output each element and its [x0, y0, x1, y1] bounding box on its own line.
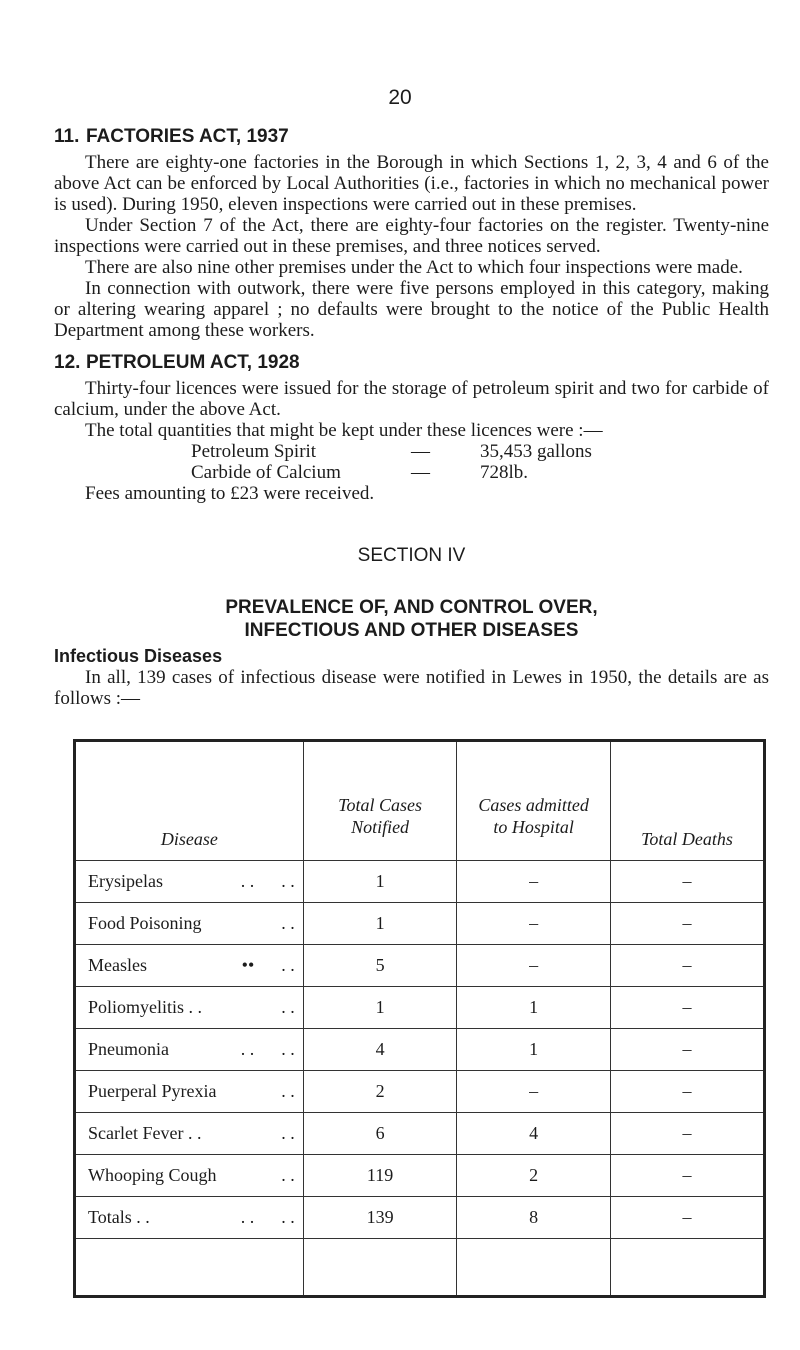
notified-cell: 1 — [303, 861, 457, 903]
quantity-row — [54, 441, 769, 462]
hospital-cell: 8 — [457, 1197, 611, 1239]
leader-dots: . . — [281, 1165, 295, 1185]
section-11-number: 11. — [54, 126, 80, 147]
disease-name: Poliomyelitis . . — [88, 997, 203, 1017]
column-header-deaths: Total Deaths — [611, 741, 765, 861]
section-12-number: 12. — [54, 352, 81, 373]
section-11-heading — [54, 126, 769, 148]
disease-cell — [75, 903, 304, 945]
hospital-cell: – — [457, 903, 611, 945]
infectious-diseases-table — [73, 739, 766, 1298]
disease-name: Whooping Cough — [88, 1165, 217, 1185]
quantity-dash: — — [411, 441, 430, 462]
section-iv-title-line: PREVALENCE OF, AND CONTROL OVER, — [225, 597, 598, 618]
section-11-title: FACTORIES ACT, 1937 — [86, 126, 289, 147]
section-iv-intro: In all, 139 cases of infectious disease were notified in Lewes in 1950, the details are as follows :— — [54, 667, 769, 709]
notified-cell: 6 — [303, 1113, 457, 1155]
hospital-cell: – — [457, 861, 611, 903]
section-iv-title — [54, 596, 769, 642]
table-row — [75, 1071, 765, 1113]
table-row — [75, 1029, 765, 1071]
blank-cell — [303, 1239, 457, 1297]
column-header-notified-text: Total Cases Notified — [338, 795, 422, 837]
leader-dots: . . — [281, 1081, 295, 1101]
deaths-cell: – — [611, 1113, 765, 1155]
disease-name: Food Poisoning — [88, 913, 202, 933]
quantity-row — [54, 462, 769, 483]
blank-cell — [75, 1239, 304, 1297]
disease-cell — [75, 861, 304, 903]
quantity-item: Petroleum Spirit — [191, 441, 317, 462]
leader-dots: . . . . — [240, 1039, 295, 1059]
leader-dots: . . — [281, 913, 295, 933]
section-12-paragraph: Thirty-four licences were issued for the storage of petroleum spirit and two for carbide of calcium, under the above Act. — [54, 378, 769, 420]
deaths-cell: – — [611, 945, 765, 987]
disease-cell — [75, 1197, 304, 1239]
section-11-paragraph: Under Section 7 of the Act, there are eighty-four factories on the register. Twenty-nine inspections were carried out in these premises, and three notices served. — [54, 215, 769, 257]
deaths-cell: – — [611, 1155, 765, 1197]
leader-dots: . . . . — [240, 1207, 295, 1227]
blank-cell — [457, 1239, 611, 1297]
leader-dots: . . — [281, 1123, 295, 1143]
column-header-notified — [303, 741, 457, 861]
column-header-disease: Disease — [75, 741, 304, 861]
section-iv-title-line: INFECTIOUS AND OTHER DISEASES — [244, 620, 579, 641]
table-blank-row — [75, 1239, 765, 1297]
fees-text: Fees amounting to £23 were received. — [85, 483, 375, 504]
disease-cell — [75, 1071, 304, 1113]
deaths-cell: – — [611, 1197, 765, 1239]
table-row — [75, 945, 765, 987]
table-row — [75, 1155, 765, 1197]
disease-name: Erysipelas — [88, 871, 163, 891]
quantity-amount: 728lb. — [480, 462, 529, 483]
section-12-heading — [54, 352, 769, 374]
quantity-dash: — — [411, 462, 430, 483]
table-row — [75, 987, 765, 1029]
deaths-cell: – — [611, 1071, 765, 1113]
notified-cell: 1 — [303, 987, 457, 1029]
notified-cell: 119 — [303, 1155, 457, 1197]
hospital-cell: 2 — [457, 1155, 611, 1197]
document-body — [54, 126, 769, 709]
deaths-cell: – — [611, 987, 765, 1029]
section-11-paragraph: In connection with outwork, there were five persons employed in this category, making or altering wearing apparel ; no defaults were brought to the notice of the Public Health Department among these workers. — [54, 278, 769, 341]
column-header-hospital-text: Cases admitted to Hospital — [478, 795, 589, 837]
quantity-item: Carbide of Calcium — [191, 462, 341, 483]
blank-cell — [611, 1239, 765, 1297]
table-header-row — [75, 741, 765, 861]
hospital-cell: 4 — [457, 1113, 611, 1155]
disease-cell — [75, 1155, 304, 1197]
infectious-diseases-subheading: Infectious Diseases — [54, 646, 223, 666]
section-iv-label: SECTION IV — [357, 545, 466, 566]
notified-cell: 139 — [303, 1197, 457, 1239]
section-11-paragraph: There are also nine other premises under the Act to which four inspections were made. — [85, 257, 743, 278]
table-row — [75, 1197, 765, 1239]
table-row — [75, 903, 765, 945]
leader-dots: . . — [281, 997, 295, 1017]
section-12-title: PETROLEUM ACT, 1928 — [86, 352, 300, 373]
disease-cell — [75, 945, 304, 987]
disease-name: Pneumonia — [88, 1039, 169, 1059]
deaths-cell: – — [611, 903, 765, 945]
section-11-paragraph: There are eighty-one factories in the Borough in which Sections 1, 2, 3, 4 and 6 of the above Act can be enforced by Local Authorities (i.e., factories in which no mechanical power is used). During 1950, eleven inspections were carried out in these premises. — [54, 152, 769, 215]
leader-dots: . . . . — [240, 871, 295, 891]
disease-name: Measles — [88, 955, 147, 975]
disease-name: Puerperal Pyrexia — [88, 1081, 217, 1101]
notified-cell: 2 — [303, 1071, 457, 1113]
disease-name: Scarlet Fever . . — [88, 1123, 202, 1143]
notified-cell: 4 — [303, 1029, 457, 1071]
disease-cell — [75, 987, 304, 1029]
table-row — [75, 1113, 765, 1155]
column-header-hospital — [457, 741, 611, 861]
disease-cell — [75, 1113, 304, 1155]
notified-cell: 1 — [303, 903, 457, 945]
hospital-cell: – — [457, 945, 611, 987]
hospital-cell: 1 — [457, 1029, 611, 1071]
disease-name: Totals . . — [88, 1207, 150, 1227]
section-12-paragraph: The total quantities that might be kept under these licences were :— — [85, 420, 603, 441]
hospital-cell: – — [457, 1071, 611, 1113]
notified-cell: 5 — [303, 945, 457, 987]
leader-dots: •• . . — [241, 955, 295, 975]
deaths-cell: – — [611, 1029, 765, 1071]
hospital-cell: 1 — [457, 987, 611, 1029]
page-number: 20 — [388, 86, 412, 109]
deaths-cell: – — [611, 861, 765, 903]
disease-cell — [75, 1029, 304, 1071]
quantity-amount: 35,453 gallons — [480, 441, 592, 462]
table-row — [75, 861, 765, 903]
